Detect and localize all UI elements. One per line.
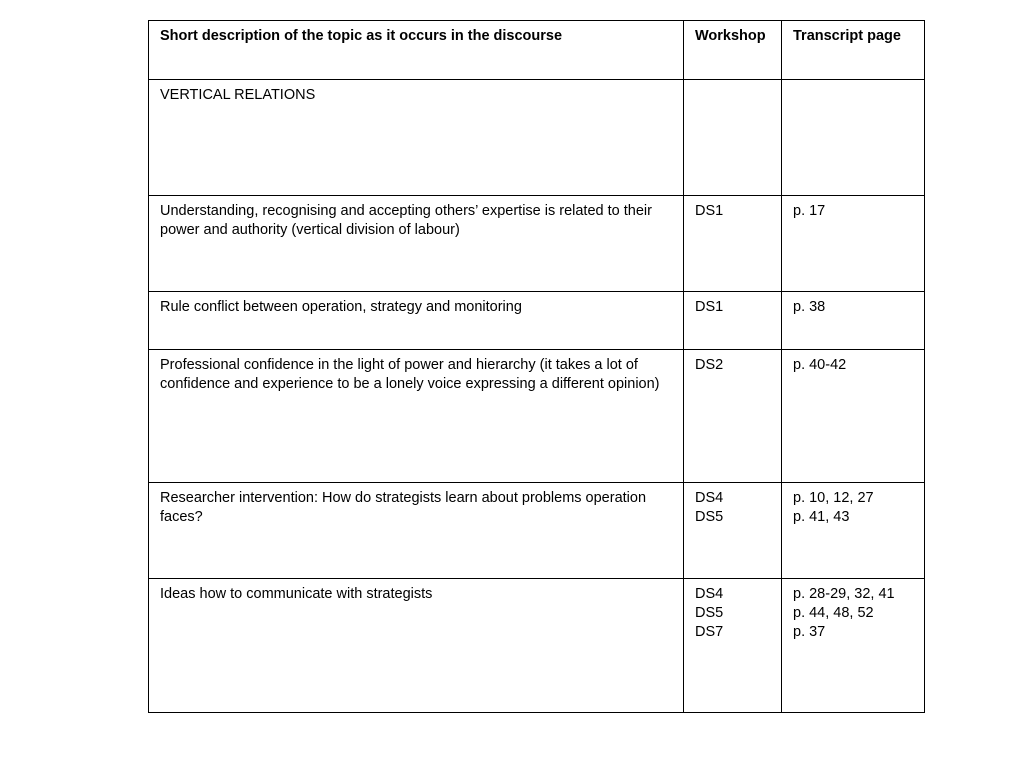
workshop-code: DS7 xyxy=(695,624,724,640)
header-transcript-page: Transcript page xyxy=(782,21,925,80)
workshop-code: DS5 xyxy=(695,605,724,621)
table-row xyxy=(149,579,925,713)
workshop-code: DS5 xyxy=(695,509,724,525)
header-workshop: Workshop xyxy=(684,21,782,80)
table-row xyxy=(149,483,925,579)
section-row xyxy=(149,80,925,196)
transcript-pages: p. 28-29, 32, 41 xyxy=(793,586,895,602)
workshop-cell xyxy=(684,483,782,579)
topic-description: Rule conflict between operation, strategy and monitoring xyxy=(149,292,684,350)
transcript-cell xyxy=(782,196,925,292)
transcript-cell xyxy=(782,350,925,483)
workshop-cell xyxy=(684,350,782,483)
transcript-cell xyxy=(782,483,925,579)
workshop-cell xyxy=(684,579,782,713)
topic-description: Ideas how to communicate with strategists xyxy=(149,579,684,713)
topic-description: Understanding, recognising and accepting others’ expertise is related to their power and authority (vertical division of labour) xyxy=(149,196,684,292)
transcript-pages: p. 37 xyxy=(793,624,826,640)
workshop-code: DS4 xyxy=(695,490,724,506)
workshop-code: DS2 xyxy=(695,357,724,373)
table-row xyxy=(149,350,925,483)
topic-description: Researcher intervention: How do strategists learn about problems operation faces? xyxy=(149,483,684,579)
workshop-code: DS4 xyxy=(695,586,724,602)
transcript-pages: p. 10, 12, 27 xyxy=(793,490,874,506)
section-workshop-cell xyxy=(684,80,782,196)
workshop-code: DS1 xyxy=(695,299,724,315)
transcript-pages: p. 44, 48, 52 xyxy=(793,605,874,621)
table-row xyxy=(149,292,925,350)
transcript-cell xyxy=(782,579,925,713)
header-description: Short description of the topic as it occurs in the discourse xyxy=(149,21,684,80)
workshop-code: DS1 xyxy=(695,203,724,219)
transcript-pages: p. 38 xyxy=(793,299,826,315)
table-row xyxy=(149,196,925,292)
transcript-pages: p. 17 xyxy=(793,203,826,219)
header-row xyxy=(149,21,925,80)
transcript-pages: p. 40-42 xyxy=(793,357,847,373)
topic-description: Professional confidence in the light of power and hierarchy (it takes a lot of confidence and experience to be a lonely voice expressing a different opinion) xyxy=(149,350,684,483)
section-transcript-cell xyxy=(782,80,925,196)
topics-table xyxy=(148,20,925,713)
transcript-pages: p. 41, 43 xyxy=(793,509,850,525)
transcript-cell xyxy=(782,292,925,350)
workshop-cell xyxy=(684,196,782,292)
workshop-cell xyxy=(684,292,782,350)
section-title: VERTICAL RELATIONS xyxy=(149,80,684,196)
